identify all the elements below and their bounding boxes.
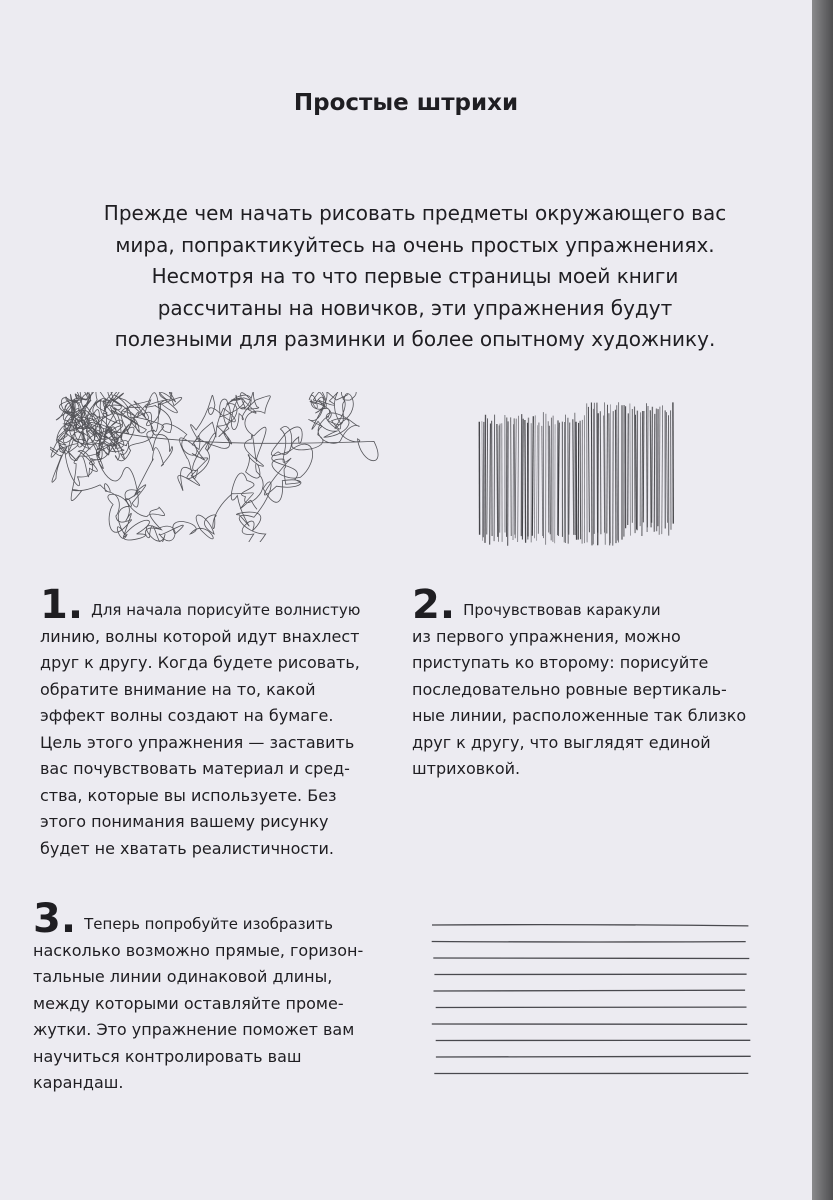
hatching-stroke — [487, 418, 488, 534]
horizontal-stroke — [436, 1056, 751, 1057]
hatching-stroke — [607, 405, 608, 534]
hatching-stroke — [518, 416, 519, 542]
exercise-3 — [33, 896, 364, 1097]
intro-line: рассчитаны на новичков, эти упражнения будут — [157, 295, 673, 320]
hatching-stroke — [514, 418, 515, 534]
hatching-stroke — [497, 424, 498, 537]
hatching-stroke — [569, 423, 570, 535]
intro-line: Несмотря на то что первые страницы моей книги — [151, 264, 679, 288]
horizontal-stroke — [432, 925, 748, 926]
exercise-text-line: линию, волны которой идут внахлест — [40, 626, 360, 646]
exercise-text-line: последовательно ровные вертикаль- — [412, 679, 727, 699]
exercise-number: 3. — [33, 896, 77, 942]
hatching-stroke — [494, 415, 495, 541]
exercise-text-line: эффект волны создают на бумаге. — [40, 706, 334, 725]
exercise-text-line: между которыми оставляйте проме- — [33, 993, 344, 1013]
intro-line: Прежде чем начать рисовать предметы окружающего вас — [103, 201, 727, 225]
hatching-stroke — [483, 422, 484, 537]
hatching-stroke — [580, 421, 581, 540]
hatching-stroke — [575, 413, 576, 535]
exercise-text-line: из первого упражнения, можно — [412, 626, 681, 646]
hatching-stroke — [525, 420, 526, 543]
intro-paragraph — [60, 198, 770, 356]
hatching-stroke — [532, 416, 533, 536]
hatching-stroke — [650, 410, 651, 527]
exercise-text-line: Для начала порисуйте волнистую — [91, 601, 361, 619]
hatching-stroke — [538, 423, 539, 534]
hatching-stroke — [667, 412, 668, 523]
exercise-text-line: друг к другу, что выглядят единой — [412, 732, 711, 752]
hatching-stroke — [492, 421, 493, 536]
hatching-stroke — [534, 415, 535, 538]
hatching-stroke — [576, 422, 577, 540]
exercise-2 — [412, 582, 747, 783]
page-title: Простые штрихи — [293, 90, 519, 116]
hatching-stroke — [522, 419, 523, 540]
hatching-stroke — [616, 410, 617, 543]
hatching-stroke — [482, 421, 483, 541]
hatching-stroke — [652, 407, 653, 523]
hatching-stroke — [630, 404, 631, 536]
exercise-text-line: вас почувствовать материал и сред- — [40, 759, 350, 778]
intro-line: мира, попрактикуйтесь на очень простых упражнениях. — [115, 232, 715, 257]
hatching-stroke — [537, 425, 538, 541]
page-edge-shadow — [812, 0, 833, 1200]
exercise-text-line: ные линии, расположенные так близко — [412, 706, 747, 725]
intro-line: полезными для разминки и более опытному художнику. — [114, 327, 716, 351]
hatching-stroke — [573, 419, 574, 535]
hatching-stroke — [647, 406, 648, 527]
exercise-text-line: карандаш. — [33, 1073, 124, 1092]
hatching-stroke — [643, 411, 644, 522]
exercise-text-line: ства, которые вы используете. Без — [40, 785, 337, 805]
exercise-text-line: Теперь попробуйте изобразить — [84, 915, 333, 933]
exercise-text-line: Прочувствовав каракули — [463, 601, 661, 619]
exercise-text-line: друг к другу. Когда будете рисовать, — [40, 653, 360, 672]
exercise-text-line: тальные линии одинаковой длины, — [33, 967, 333, 986]
horizontal-stroke — [434, 990, 746, 991]
hatching-stroke — [542, 426, 543, 536]
hatching-stroke — [609, 413, 610, 545]
exercise-number: 2. — [412, 582, 456, 628]
hatching-stroke — [588, 407, 589, 532]
exercise-text-line: Цель этого упражнения — заставить — [40, 732, 355, 752]
hatching-stroke — [591, 403, 592, 546]
hatching-stroke — [659, 407, 660, 535]
exercise-text-line: приступать ко второму: порисуйте — [412, 653, 709, 672]
hatching-stroke — [499, 425, 500, 541]
hatching-stroke — [617, 405, 618, 540]
hatching-stroke — [548, 421, 549, 532]
hatching-stroke — [654, 414, 655, 532]
hatching-stroke — [511, 417, 512, 536]
hatching-stroke — [600, 411, 601, 534]
hatching-stroke — [515, 419, 516, 539]
hatching-stroke — [598, 413, 599, 545]
exercise-text-line: будет не хватать реалистичности. — [40, 838, 334, 858]
exercise-text-line: обратите внимание на то, какой — [40, 679, 316, 699]
scribble-stroke — [50, 392, 378, 542]
hatching-stroke — [513, 424, 514, 540]
exercise-text-line: штриховкой. — [412, 759, 521, 778]
exercise-text-line: этого понимания вашему рисунку — [40, 812, 329, 831]
vertical-hatching-drawing — [474, 392, 679, 552]
exercise-number: 1. — [40, 582, 84, 628]
horizontal-lines-drawing — [425, 915, 760, 1090]
hatching-stroke — [549, 426, 550, 534]
hatching-stroke — [636, 415, 637, 530]
hatching-stroke — [564, 422, 565, 542]
exercise-1 — [40, 582, 361, 862]
hatching-stroke — [485, 415, 486, 543]
hatching-stroke — [635, 407, 636, 534]
exercise-text-line: жутки. Это упражнение поможет вам — [33, 1020, 355, 1039]
scribble-drawing — [50, 392, 380, 542]
hatching-stroke — [662, 405, 663, 534]
exercise-text-line: насколько возможно прямые, горизон- — [33, 940, 364, 960]
hatching-stroke — [628, 413, 629, 525]
hatching-stroke — [490, 424, 491, 545]
exercise-text-line: научиться контролировать ваш — [33, 1046, 302, 1066]
hatching-stroke — [642, 411, 643, 536]
hatching-stroke — [528, 418, 529, 540]
horizontal-stroke — [433, 958, 749, 959]
